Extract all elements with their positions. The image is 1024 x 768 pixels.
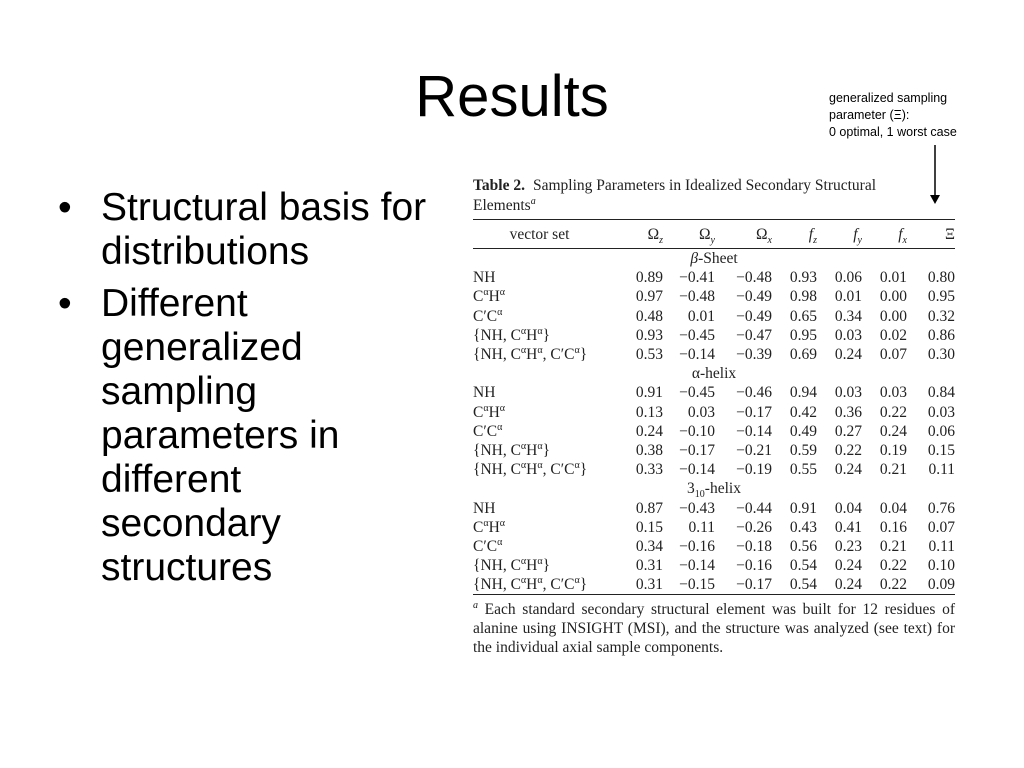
- value-cell: 0.94: [789, 384, 817, 402]
- annotation-line: parameter (Ξ):: [829, 108, 910, 122]
- value-cell: 0.95: [927, 288, 955, 306]
- value-cell: 0.24: [879, 422, 907, 440]
- value-cell: 0.87: [635, 499, 663, 517]
- value-cell: 0.86: [927, 326, 955, 344]
- value-cell: −0.46: [736, 384, 772, 402]
- value-cell: 0.07: [927, 518, 955, 536]
- slide-title: Results: [415, 64, 609, 129]
- vector-set-cell: $C^\alpha H^\alpha$: [473, 517, 506, 536]
- value-cell: 0.76: [927, 499, 955, 517]
- value-cell: 0.15: [927, 441, 955, 459]
- value-cell: −0.14: [736, 422, 772, 440]
- value-cell: 0.06: [834, 269, 862, 287]
- table-header-row: [473, 220, 955, 249]
- value-cell: 0.95: [789, 326, 817, 344]
- vector-set-cell: {NH, $C^\alpha H^\alpha$, $C'C^\alpha$}: [473, 575, 588, 594]
- value-cell: 0.93: [635, 326, 663, 344]
- value-cell: 0.07: [879, 346, 907, 364]
- value-cell: 0.09: [927, 576, 955, 594]
- value-cell: 0.93: [789, 269, 817, 287]
- value-cell: 0.22: [879, 576, 907, 594]
- table-caption-text: Sampling Parameters in Idealized Secondary Structural: [532, 177, 877, 194]
- value-cell: 0.34: [635, 537, 663, 555]
- value-cell: 0.04: [834, 499, 862, 517]
- value-cell: 0.01: [834, 288, 862, 306]
- header-vector-set: vector set: [509, 225, 570, 243]
- table-row: [473, 422, 955, 441]
- value-cell: 0.65: [789, 307, 817, 325]
- vector-set-cell: {NH, $C^\alpha H^\alpha$}: [473, 440, 551, 459]
- value-cell: 0.04: [879, 499, 907, 517]
- value-cell: 0.59: [789, 441, 817, 459]
- value-cell: 0.03: [927, 403, 955, 421]
- bullet-item: [58, 282, 428, 590]
- value-cell: 0.02: [879, 326, 907, 344]
- table-footnote: [473, 600, 955, 657]
- annotation-line: generalized sampling: [829, 91, 948, 105]
- value-cell: −0.14: [679, 346, 715, 364]
- vector-set-cell: NH: [473, 384, 496, 402]
- value-cell: −0.14: [679, 557, 715, 575]
- table-caption-footnote-mark: a: [530, 195, 536, 207]
- value-cell: 0.24: [635, 422, 663, 440]
- bullet-text: Different generalized sampling parameters in different secondary structures: [101, 282, 340, 589]
- value-cell: 0.31: [635, 576, 663, 594]
- value-cell: −0.18: [736, 537, 772, 555]
- vector-set-cell: $C'C^\alpha$: [473, 536, 503, 555]
- data-table: [473, 220, 955, 594]
- value-cell: 0.03: [834, 384, 862, 402]
- value-cell: 0.22: [834, 441, 862, 459]
- value-cell: 0.24: [834, 461, 862, 479]
- value-cell: 0.54: [789, 576, 817, 594]
- value-cell: −0.17: [679, 441, 715, 459]
- value-cell: 0.13: [635, 403, 663, 421]
- header-f-z: $f_z$: [808, 225, 817, 246]
- annotation-line: 0 optimal, 1 worst case: [829, 125, 957, 139]
- bullet-dot-icon: •: [58, 282, 72, 325]
- value-cell: 0.23: [834, 537, 862, 555]
- value-cell: 0.22: [879, 403, 907, 421]
- value-cell: 0.42: [789, 403, 817, 421]
- table-row: [473, 403, 955, 422]
- value-cell: −0.17: [736, 403, 772, 421]
- table-body: [473, 249, 955, 595]
- vector-set-cell: NH: [473, 499, 496, 517]
- value-cell: 0.06: [927, 422, 955, 440]
- value-cell: 0.30: [927, 346, 955, 364]
- section-row: [473, 249, 955, 269]
- table-row: [473, 307, 955, 326]
- value-cell: 0.84: [927, 384, 955, 402]
- value-cell: 0.27: [834, 422, 862, 440]
- table-row: [473, 518, 955, 537]
- table-row: [473, 383, 955, 402]
- value-cell: −0.47: [736, 326, 772, 344]
- value-cell: 0.03: [879, 384, 907, 402]
- value-cell: 0.11: [928, 537, 955, 555]
- vector-set-cell: NH: [473, 269, 496, 287]
- vector-set-cell: {NH, $C^\alpha H^\alpha$}: [473, 555, 551, 575]
- vector-set-cell: $C'C^\alpha$: [473, 306, 503, 325]
- xi-annotation: [829, 90, 957, 141]
- value-cell: 0.33: [635, 461, 663, 479]
- bullet-text: Structural basis for distributions: [101, 186, 427, 273]
- table-row: [473, 575, 955, 594]
- value-cell: −0.39: [736, 346, 772, 364]
- bullet-item: [58, 186, 428, 274]
- value-cell: 0.34: [834, 307, 862, 325]
- vector-set-cell: $C'C^\alpha$: [473, 421, 503, 440]
- value-cell: −0.21: [736, 441, 772, 459]
- section-label: $3_{10}$-helix: [687, 480, 741, 501]
- footnote-text: Each standard secondary structural element was built for 12 residues of alanine using INSIGHT (MSI), and the structure was analyzed (see text) for the individual axial sample components.: [473, 601, 956, 657]
- sampling-table: [473, 176, 955, 657]
- value-cell: 0.41: [834, 518, 862, 536]
- value-cell: 0.11: [928, 461, 955, 479]
- value-cell: 0.01: [879, 269, 907, 287]
- value-cell: 0.91: [789, 499, 817, 517]
- value-cell: 0.03: [687, 403, 715, 421]
- table-caption-text: Elements: [473, 197, 531, 214]
- table-row: [473, 556, 955, 575]
- table-row: [473, 287, 955, 306]
- table-row: [473, 268, 955, 287]
- value-cell: 0.22: [879, 557, 907, 575]
- table-row: [473, 345, 955, 364]
- value-cell: −0.16: [679, 537, 715, 555]
- vector-set-cell: $C^\alpha H^\alpha$: [473, 402, 506, 421]
- value-cell: 0.91: [635, 384, 663, 402]
- value-cell: 0.53: [635, 346, 663, 364]
- header-omega-z: $\Omega_z$: [647, 225, 663, 246]
- value-cell: 0.21: [879, 537, 907, 555]
- value-cell: 0.15: [635, 518, 663, 536]
- value-cell: 0.97: [635, 288, 663, 306]
- value-cell: 0.01: [687, 307, 715, 325]
- footnote-mark: a: [473, 600, 478, 612]
- table-bottom-rule: [473, 594, 955, 595]
- section-label: β-Sheet: [690, 250, 738, 268]
- value-cell: 0.24: [834, 346, 862, 364]
- value-cell: 0.16: [879, 518, 907, 536]
- value-cell: 0.54: [789, 557, 817, 575]
- header-f-y: $f_y$: [853, 225, 862, 246]
- value-cell: −0.26: [736, 518, 772, 536]
- value-cell: 0.32: [927, 307, 955, 325]
- table-caption: [473, 176, 955, 216]
- value-cell: 0.49: [789, 422, 817, 440]
- value-cell: −0.19: [736, 461, 772, 479]
- value-cell: 0.31: [635, 557, 663, 575]
- value-cell: −0.44: [736, 499, 772, 517]
- value-cell: 0.00: [879, 307, 907, 325]
- section-label: α-helix: [691, 365, 737, 383]
- value-cell: 0.03: [834, 326, 862, 344]
- bullet-list: [58, 186, 428, 598]
- header-omega-x: $\Omega_x$: [756, 225, 772, 246]
- value-cell: 0.80: [927, 269, 955, 287]
- value-cell: −0.45: [679, 384, 715, 402]
- value-cell: 0.19: [879, 441, 907, 459]
- value-cell: 0.56: [789, 537, 817, 555]
- table-row: [473, 441, 955, 460]
- vector-set-cell: {NH, $C^\alpha H^\alpha$, $C'C^\alpha$}: [473, 344, 588, 364]
- value-cell: 0.89: [635, 269, 663, 287]
- value-cell: −0.41: [679, 269, 715, 287]
- value-cell: 0.10: [927, 557, 955, 575]
- value-cell: 0.11: [688, 518, 715, 536]
- value-cell: −0.45: [679, 326, 715, 344]
- header-xi: Ξ: [945, 225, 955, 243]
- header-omega-y: $\Omega_y$: [699, 225, 715, 246]
- table-row: [473, 460, 955, 479]
- value-cell: −0.49: [736, 307, 772, 325]
- value-cell: 0.21: [879, 461, 907, 479]
- value-cell: 0.48: [635, 307, 663, 325]
- value-cell: −0.16: [736, 557, 772, 575]
- table-row: [473, 537, 955, 556]
- value-cell: 0.24: [834, 576, 862, 594]
- value-cell: 0.38: [635, 441, 663, 459]
- table-row: [473, 326, 955, 345]
- value-cell: −0.17: [736, 576, 772, 594]
- vector-set-cell: {NH, $C^\alpha H^\alpha$, $C'C^\alpha$}: [473, 460, 588, 479]
- value-cell: 0.43: [789, 518, 817, 536]
- value-cell: −0.10: [679, 422, 715, 440]
- value-cell: −0.43: [679, 499, 715, 517]
- bullet-dot-icon: •: [58, 186, 72, 229]
- header-f-x: $f_x$: [898, 225, 907, 246]
- value-cell: −0.49: [736, 288, 772, 306]
- value-cell: 0.98: [789, 288, 817, 306]
- value-cell: −0.48: [736, 269, 772, 287]
- section-row: [473, 479, 955, 498]
- value-cell: −0.15: [679, 576, 715, 594]
- value-cell: −0.14: [679, 461, 715, 479]
- value-cell: 0.24: [834, 557, 862, 575]
- value-cell: 0.69: [789, 346, 817, 364]
- table-row: [473, 498, 955, 517]
- value-cell: −0.48: [679, 288, 715, 306]
- vector-set-cell: {NH, $C^\alpha H^\alpha$}: [473, 325, 551, 344]
- value-cell: 0.00: [879, 288, 907, 306]
- value-cell: 0.36: [834, 403, 862, 421]
- vector-set-cell: $C^\alpha H^\alpha$: [473, 287, 506, 306]
- section-row: [473, 364, 955, 383]
- table-caption-label: Table 2.: [473, 177, 525, 194]
- value-cell: 0.55: [789, 461, 817, 479]
